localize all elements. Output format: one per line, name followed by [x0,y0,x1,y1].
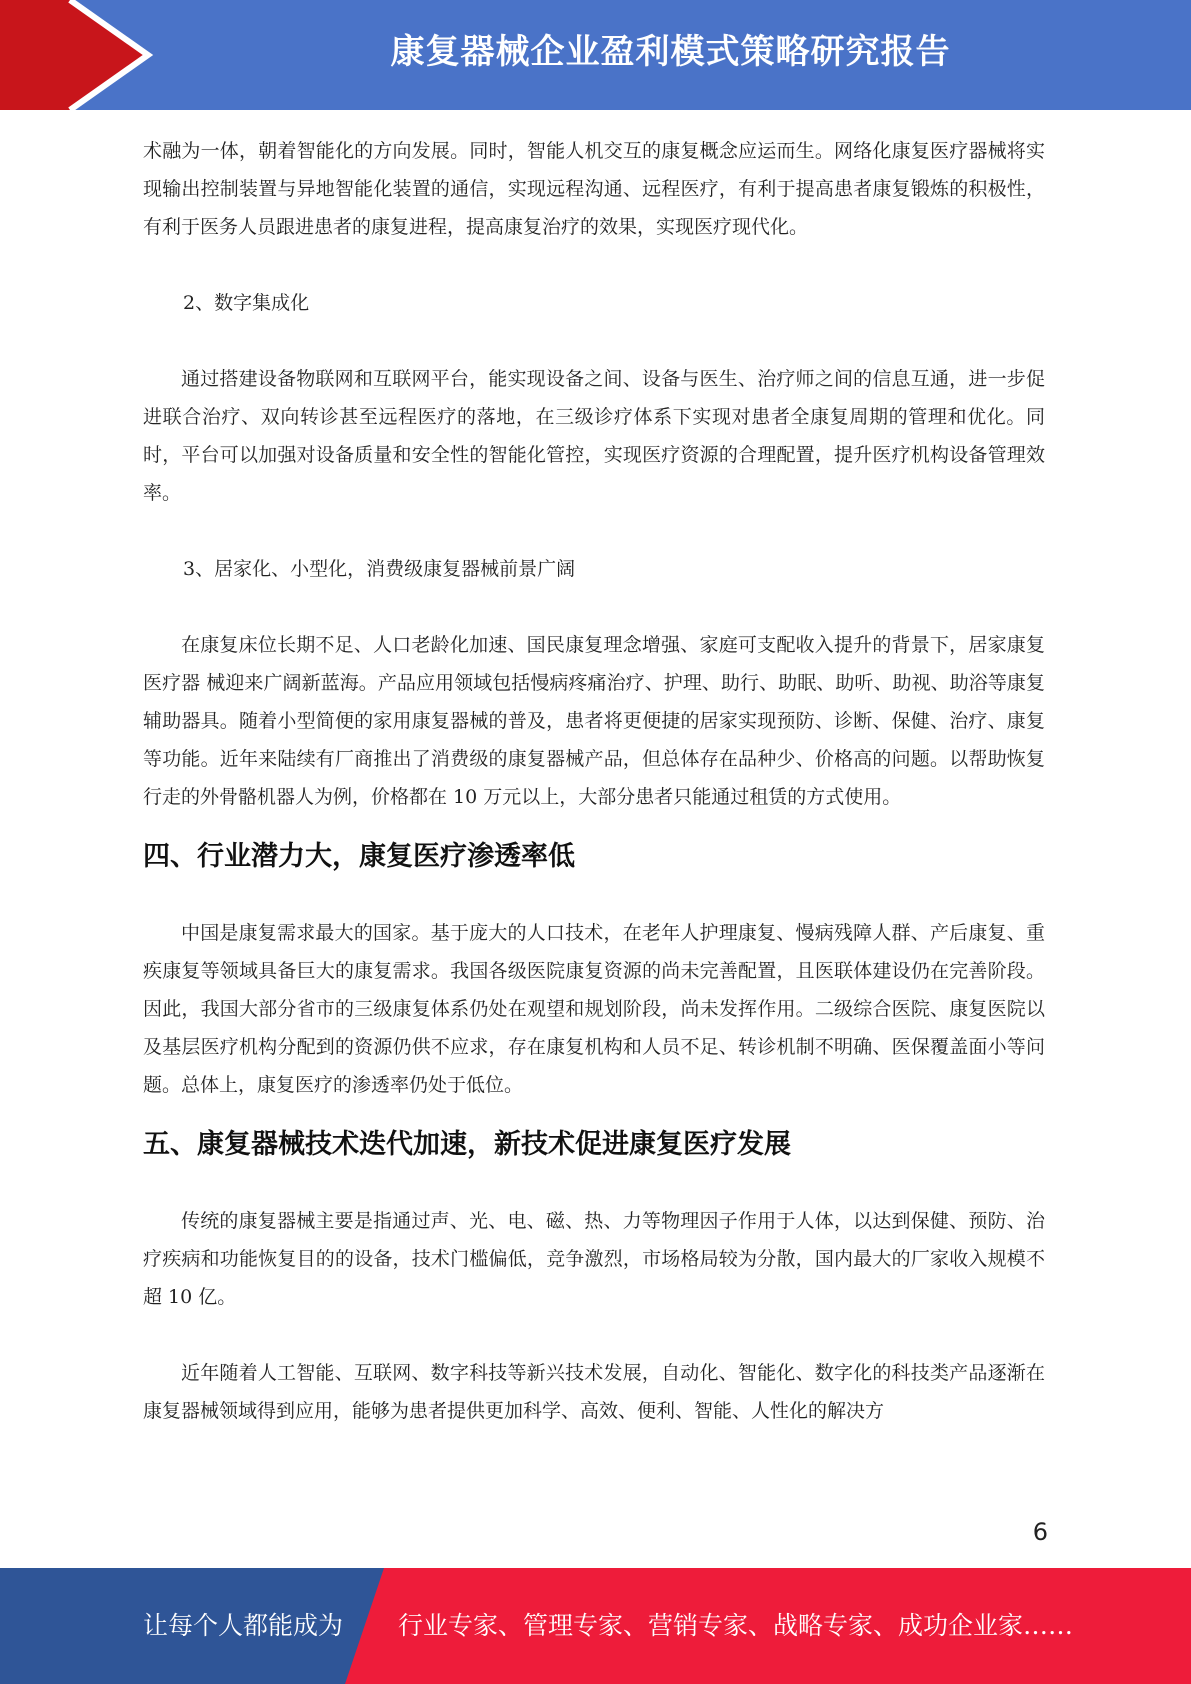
page-footer [0,1568,1191,1684]
paragraph: 传统的康复器械主要是指通过声、光、电、磁、热、力等物理因子作用于人体，以达到保健、预防、治疗疾病和功能恢复目的的设备，技术门槛偏低，竞争激烈，市场格局较为分散，国内最大的厂家收入规模不超 10 亿。 [143,1210,1045,1308]
section-heading-5: 五、康复器械技术迭代加速，新技术促进康复医疗发展 [143,1129,791,1160]
footer-slogan-right: 行业专家、管理专家、营销专家、战略专家、成功企业家…… [398,1611,1074,1640]
subheading-digital-integration: 2、数字集成化 [183,292,310,314]
page-body [143,132,1045,1430]
section-heading-4: 四、行业潜力大，康复医疗渗透率低 [143,841,575,872]
footer-slogan-left: 让每个人都能成为 [143,1611,344,1640]
paragraph: 术融为一体，朝着智能化的方向发展。同时，智能人机交互的康复概念应运而生。网络化康复医疗器械将实现输出控制装置与异地智能化装置的通信，实现远程沟通、远程医疗，有利于提高患者康复锻炼的积极性，有利于医务人员跟进患者的康复进程，提高康复治疗的效果，实现医疗现代化。 [143,140,1045,238]
paragraph: 近年随着人工智能、互联网、数字科技等新兴技术发展，自动化、智能化、数字化的科技类产品逐渐在康复器械领域得到应用，能够为患者提供更加科学、高效、便利、智能、人性化的解决方 [143,1362,1045,1422]
paragraph: 中国是康复需求最大的国家。基于庞大的人口技术，在老年人护理康复、慢病残障人群、产后康复、重疾康复等领域具备巨大的康复需求。我国各级医院康复资源的尚未完善配置，且医联体建设仍在完善阶段。因此，我国大部分省市的三级康复体系仍处在观望和规划阶段，尚未发挥作用。二级综合医院、康复医院以及基层医疗机构分配到的资源仍供不应求，存在康复机构和人员不足、转诊机制不明确、医保覆盖面小等问题。总体上，康复医疗的渗透率仍处于低位。 [143,922,1045,1096]
page-number: 6 [1032,1518,1048,1546]
paragraph: 在康复床位长期不足、人口老龄化加速、国民康复理念增强、家庭可支配收入提升的背景下，居家康复医疗器 械迎来广阔新蓝海。产品应用领域包括慢病疼痛治疗、护理、助行、助眠、助听、助视、助浴等康复辅助器具。随着小型简便的家用康复器械的普及，患者将更便捷的居家实现预防、诊断、保健、治疗、康复等功能。近年来陆续有厂商推出了消费级的康复器械产品，但总体存在品种少、价格高的问题。以帮助恢复行走的外骨骼机器人为例，价格都在 10 万元以上，大部分患者只能通过租赁的方式使用。 [143,634,1045,808]
page-header [0,0,1191,110]
report-title: 康复器械企业盈利模式策略研究报告 [390,32,951,72]
paragraph: 通过搭建设备物联网和互联网平台，能实现设备之间、设备与医生、治疗师之间的信息互通，进一步促进联合治疗、双向转诊甚至远程医疗的落地，在三级诊疗体系下实现对患者全康复周期的管理和优化。同时，平台可以加强对设备质量和安全性的智能化管控，实现医疗资源的合理配置，提升医疗机构设备管理效率。 [143,368,1045,504]
subheading-home-miniaturization: 3、居家化、小型化，消费级康复器械前景广阔 [183,558,576,580]
